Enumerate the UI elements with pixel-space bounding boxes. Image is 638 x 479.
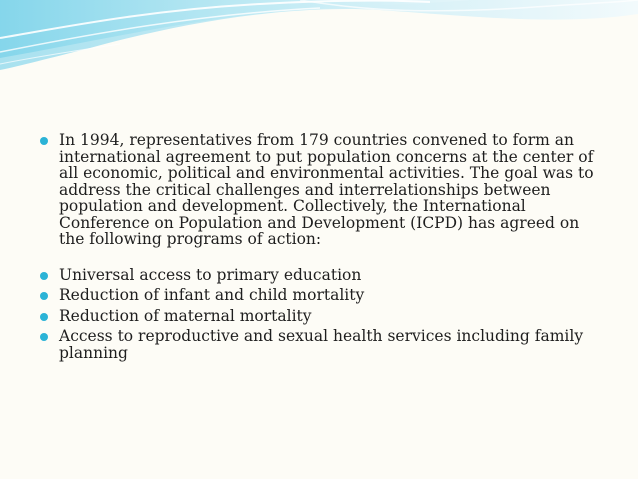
bullet-list (40, 132, 600, 361)
bullet-text: Universal access to primary education (59, 265, 362, 284)
bullet-dot-icon (40, 137, 48, 145)
bullet-dot-icon (40, 292, 48, 300)
bullet-dot-icon (40, 333, 48, 341)
slide-content (40, 132, 600, 365)
header-wave-decoration (0, 0, 638, 80)
bullet-item-primary-education (40, 267, 600, 284)
bullet-item-icpd-intro (40, 132, 600, 248)
bullet-dot-icon (40, 272, 48, 280)
bullet-text: Reduction of maternal mortality (59, 306, 312, 325)
bullet-item-infant-child-mortality (40, 287, 600, 304)
bullet-text: Reduction of infant and child mortality (59, 286, 365, 304)
bullet-text: In 1994, representatives from 179 countries convened to form an international agreement to put population concerns at the center of all economic, political and environmental activities. The goal was to address the critical challenges and interrelationships between population and development. Collectively, the International Conference on Population and Development (ICPD) has agreed on the following programs of action: (59, 131, 594, 248)
bullet-dot-icon (40, 313, 48, 321)
bullet-item-maternal-mortality (40, 308, 600, 325)
bullet-text: Access to reproductive and sexual health services including family planning (59, 327, 584, 362)
bullet-item-reproductive-health (40, 328, 600, 361)
